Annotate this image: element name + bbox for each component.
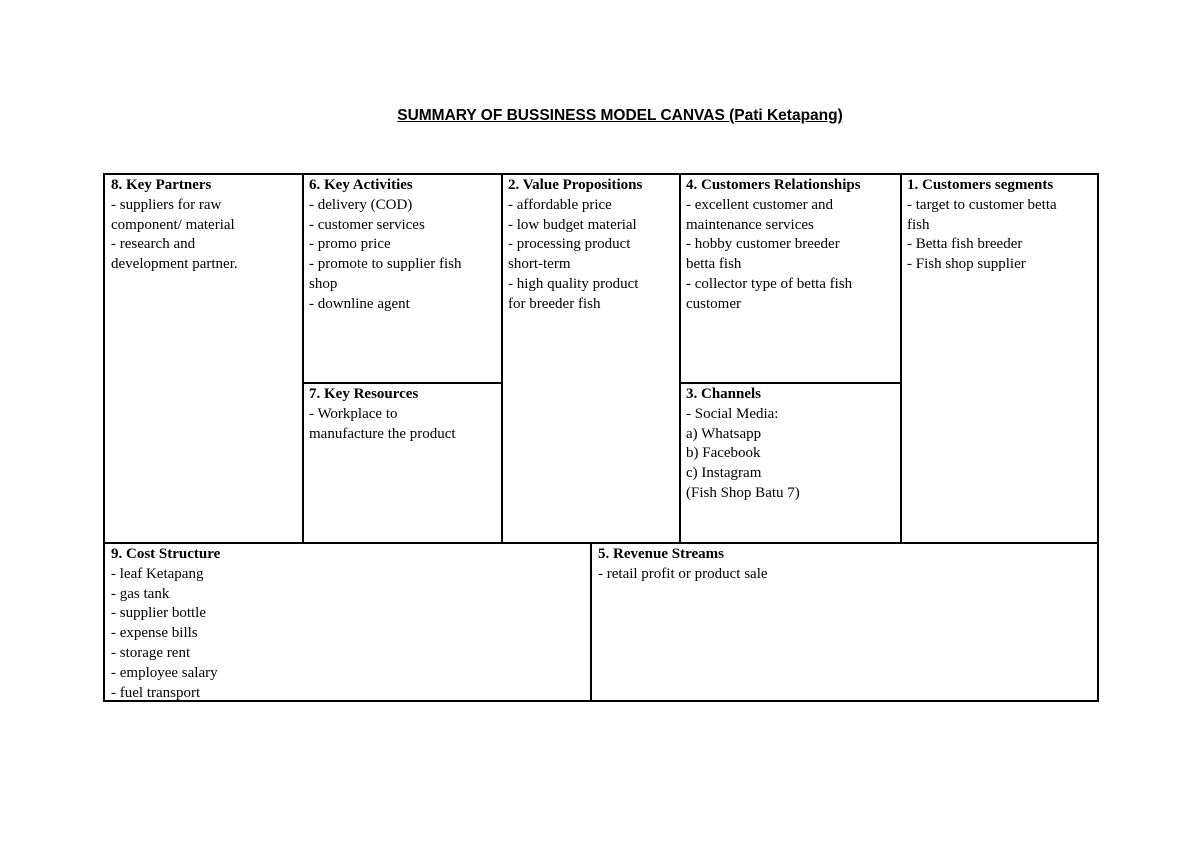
- list-item: betta fish: [686, 256, 742, 273]
- list-item: - Betta fish breeder: [907, 236, 1023, 253]
- channels-heading: 3. Channels: [686, 386, 762, 402]
- list-item: b) Facebook: [686, 445, 761, 462]
- cost-structure-cell: [105, 544, 590, 700]
- revenue-streams-cell: [592, 544, 1097, 700]
- page-title: SUMMARY OF BUSSINESS MODEL CANVAS (Pati Ketapang): [397, 107, 843, 124]
- list-item: - promo price: [309, 236, 391, 253]
- list-item: - expense bills: [111, 625, 198, 642]
- customer-segments-cell: [901, 175, 1097, 542]
- list-item: - processing product: [508, 236, 631, 253]
- list-item: component/ material: [111, 216, 235, 233]
- key-partners-cell: [105, 175, 302, 542]
- list-item: - Workplace to: [309, 405, 398, 422]
- list-item: - excellent customer and: [686, 196, 834, 213]
- revenue-streams-heading: 5. Revenue Streams: [598, 546, 724, 562]
- list-item: - storage rent: [111, 644, 191, 661]
- business-model-canvas-table: [103, 173, 1099, 702]
- list-item: - high quality product: [508, 275, 639, 292]
- key-resources-cell: [303, 384, 501, 542]
- list-item: manufacture the product: [309, 425, 456, 442]
- channels-cell: [680, 384, 900, 542]
- list-item: a) Whatsapp: [686, 425, 762, 442]
- list-item: - Fish shop supplier: [907, 256, 1026, 273]
- list-item: - Social Media:: [686, 405, 779, 422]
- list-item: - target to customer betta: [907, 196, 1057, 213]
- list-item: development partner.: [111, 256, 238, 273]
- list-item: - supplier bottle: [111, 605, 206, 622]
- customer-relationships-cell: [680, 175, 900, 382]
- list-item: - fuel transport: [111, 684, 201, 701]
- list-item: - retail profit or product sale: [598, 565, 768, 582]
- list-item: shop: [309, 275, 338, 292]
- key-activities-heading: 6. Key Activities: [309, 177, 413, 193]
- list-item: - promote to supplier fish: [309, 256, 462, 273]
- key-activities-cell: [303, 175, 501, 382]
- value-propositions-heading: 2. Value Propositions: [508, 177, 643, 193]
- list-item: - hobby customer breeder: [686, 236, 840, 253]
- list-item: (Fish Shop Batu 7): [686, 484, 800, 501]
- list-item: c) Instagram: [686, 465, 762, 482]
- customer-segments-heading: 1. Customers segments: [907, 177, 1054, 193]
- customer-relationships-heading: 4. Customers Relationships: [686, 177, 861, 193]
- key-resources-heading: 7. Key Resources: [309, 386, 419, 402]
- list-item: short-term: [508, 256, 571, 273]
- list-item: maintenance services: [686, 216, 814, 233]
- list-item: - affordable price: [508, 196, 612, 213]
- list-item: - research and: [111, 236, 196, 253]
- list-item: customer: [686, 295, 741, 312]
- list-item: - employee salary: [111, 664, 218, 681]
- list-item: - downline agent: [309, 295, 410, 312]
- list-item: for breeder fish: [508, 295, 601, 312]
- value-propositions-cell: [502, 175, 679, 542]
- list-item: - collector type of betta fish: [686, 275, 853, 292]
- list-item: - customer services: [309, 216, 425, 233]
- list-item: - suppliers for raw: [111, 196, 222, 213]
- list-item: - delivery (COD): [309, 196, 413, 213]
- cost-structure-heading: 9. Cost Structure: [111, 546, 221, 562]
- list-item: - leaf Ketapang: [111, 565, 204, 582]
- key-partners-heading: 8. Key Partners: [111, 177, 212, 193]
- list-item: fish: [907, 216, 930, 233]
- list-item: - gas tank: [111, 585, 170, 602]
- list-item: - low budget material: [508, 216, 637, 233]
